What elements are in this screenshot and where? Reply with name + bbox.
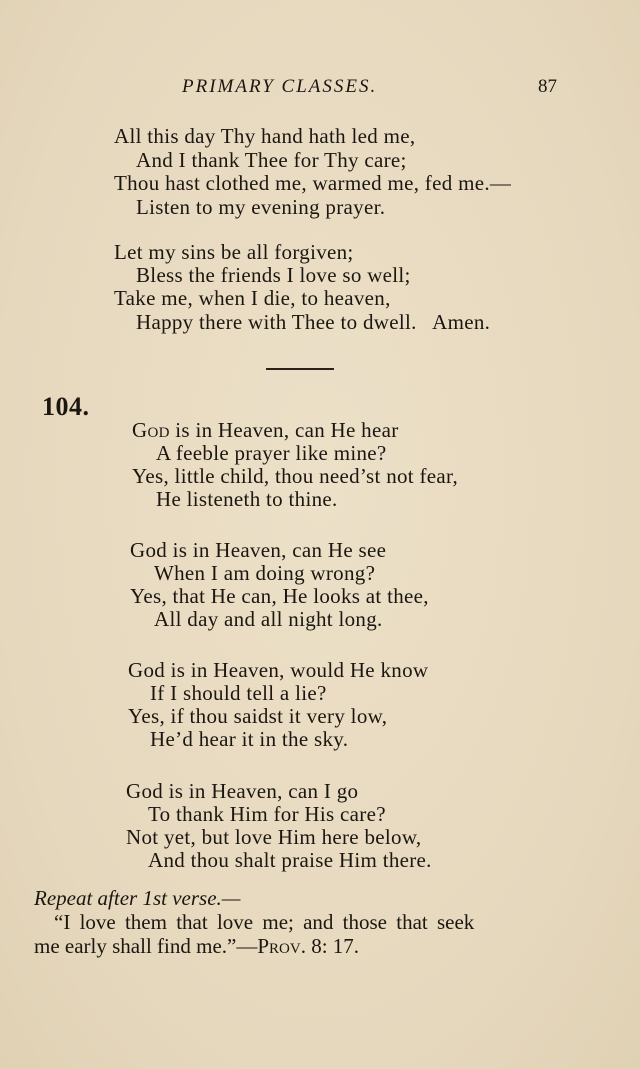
repeat-note-label: Repeat after 1st verse.— bbox=[34, 886, 241, 910]
verse-line-first bbox=[132, 418, 399, 442]
verse-line: Not yet, but love Him here below, bbox=[126, 825, 422, 849]
verse-line: God is in Heaven, can I go bbox=[126, 779, 359, 803]
section-divider bbox=[266, 368, 334, 370]
hymn-number: 104. bbox=[42, 392, 90, 421]
verse-line: Let my sins be all forgiven; bbox=[114, 240, 354, 264]
verse-line: Yes, if thou saidst it very low, bbox=[128, 704, 388, 728]
verse-line: He listeneth to thine. bbox=[156, 487, 338, 511]
verse-line: Take me, when I die, to heaven, bbox=[114, 286, 391, 310]
page-number: 87 bbox=[538, 76, 557, 97]
verse-line: All this day Thy hand hath led me, bbox=[114, 124, 416, 148]
scripture-quote-line: “I love them that love me; and those that seek bbox=[54, 910, 475, 934]
scripture-quote-line bbox=[34, 934, 359, 959]
verse-line: Thou hast clothed me, warmed me, fed me.— bbox=[114, 171, 512, 195]
first-line-rest: is in Heaven, can He hear bbox=[169, 418, 399, 442]
drop-word: God bbox=[132, 418, 170, 442]
verse-line: A feeble prayer like mine? bbox=[156, 441, 387, 465]
running-head bbox=[0, 76, 640, 102]
running-head-title: PRIMARY CLASSES. bbox=[182, 76, 378, 97]
verse-line: Bless the friends I love so well; bbox=[136, 263, 411, 287]
verse-line: And thou shalt praise Him there. bbox=[148, 848, 432, 872]
verse-line: All day and all night long. bbox=[154, 607, 383, 631]
verse-line: God is in Heaven, would He know bbox=[128, 658, 429, 682]
reference-book: Prov. bbox=[257, 934, 306, 958]
quote-end: me early shall find me.”— bbox=[34, 934, 258, 958]
verse-line: When I am doing wrong? bbox=[154, 561, 376, 585]
verse-line: To thank Him for His care? bbox=[148, 802, 386, 826]
verse-line: If I should tell a lie? bbox=[150, 681, 327, 705]
verse-line: Listen to my evening prayer. bbox=[136, 195, 386, 219]
verse-line: Yes, little child, thou need’st not fear, bbox=[132, 464, 459, 488]
verse-line: God is in Heaven, can He see bbox=[130, 538, 387, 562]
verse-line: And I thank Thee for Thy care; bbox=[136, 148, 407, 172]
verse-line: He’d hear it in the sky. bbox=[150, 727, 349, 751]
reference-verse: 8: 17. bbox=[305, 934, 360, 958]
verse-line: Happy there with Thee to dwell. Amen. bbox=[136, 310, 491, 334]
verse-line: Yes, that He can, He looks at thee, bbox=[130, 584, 429, 608]
